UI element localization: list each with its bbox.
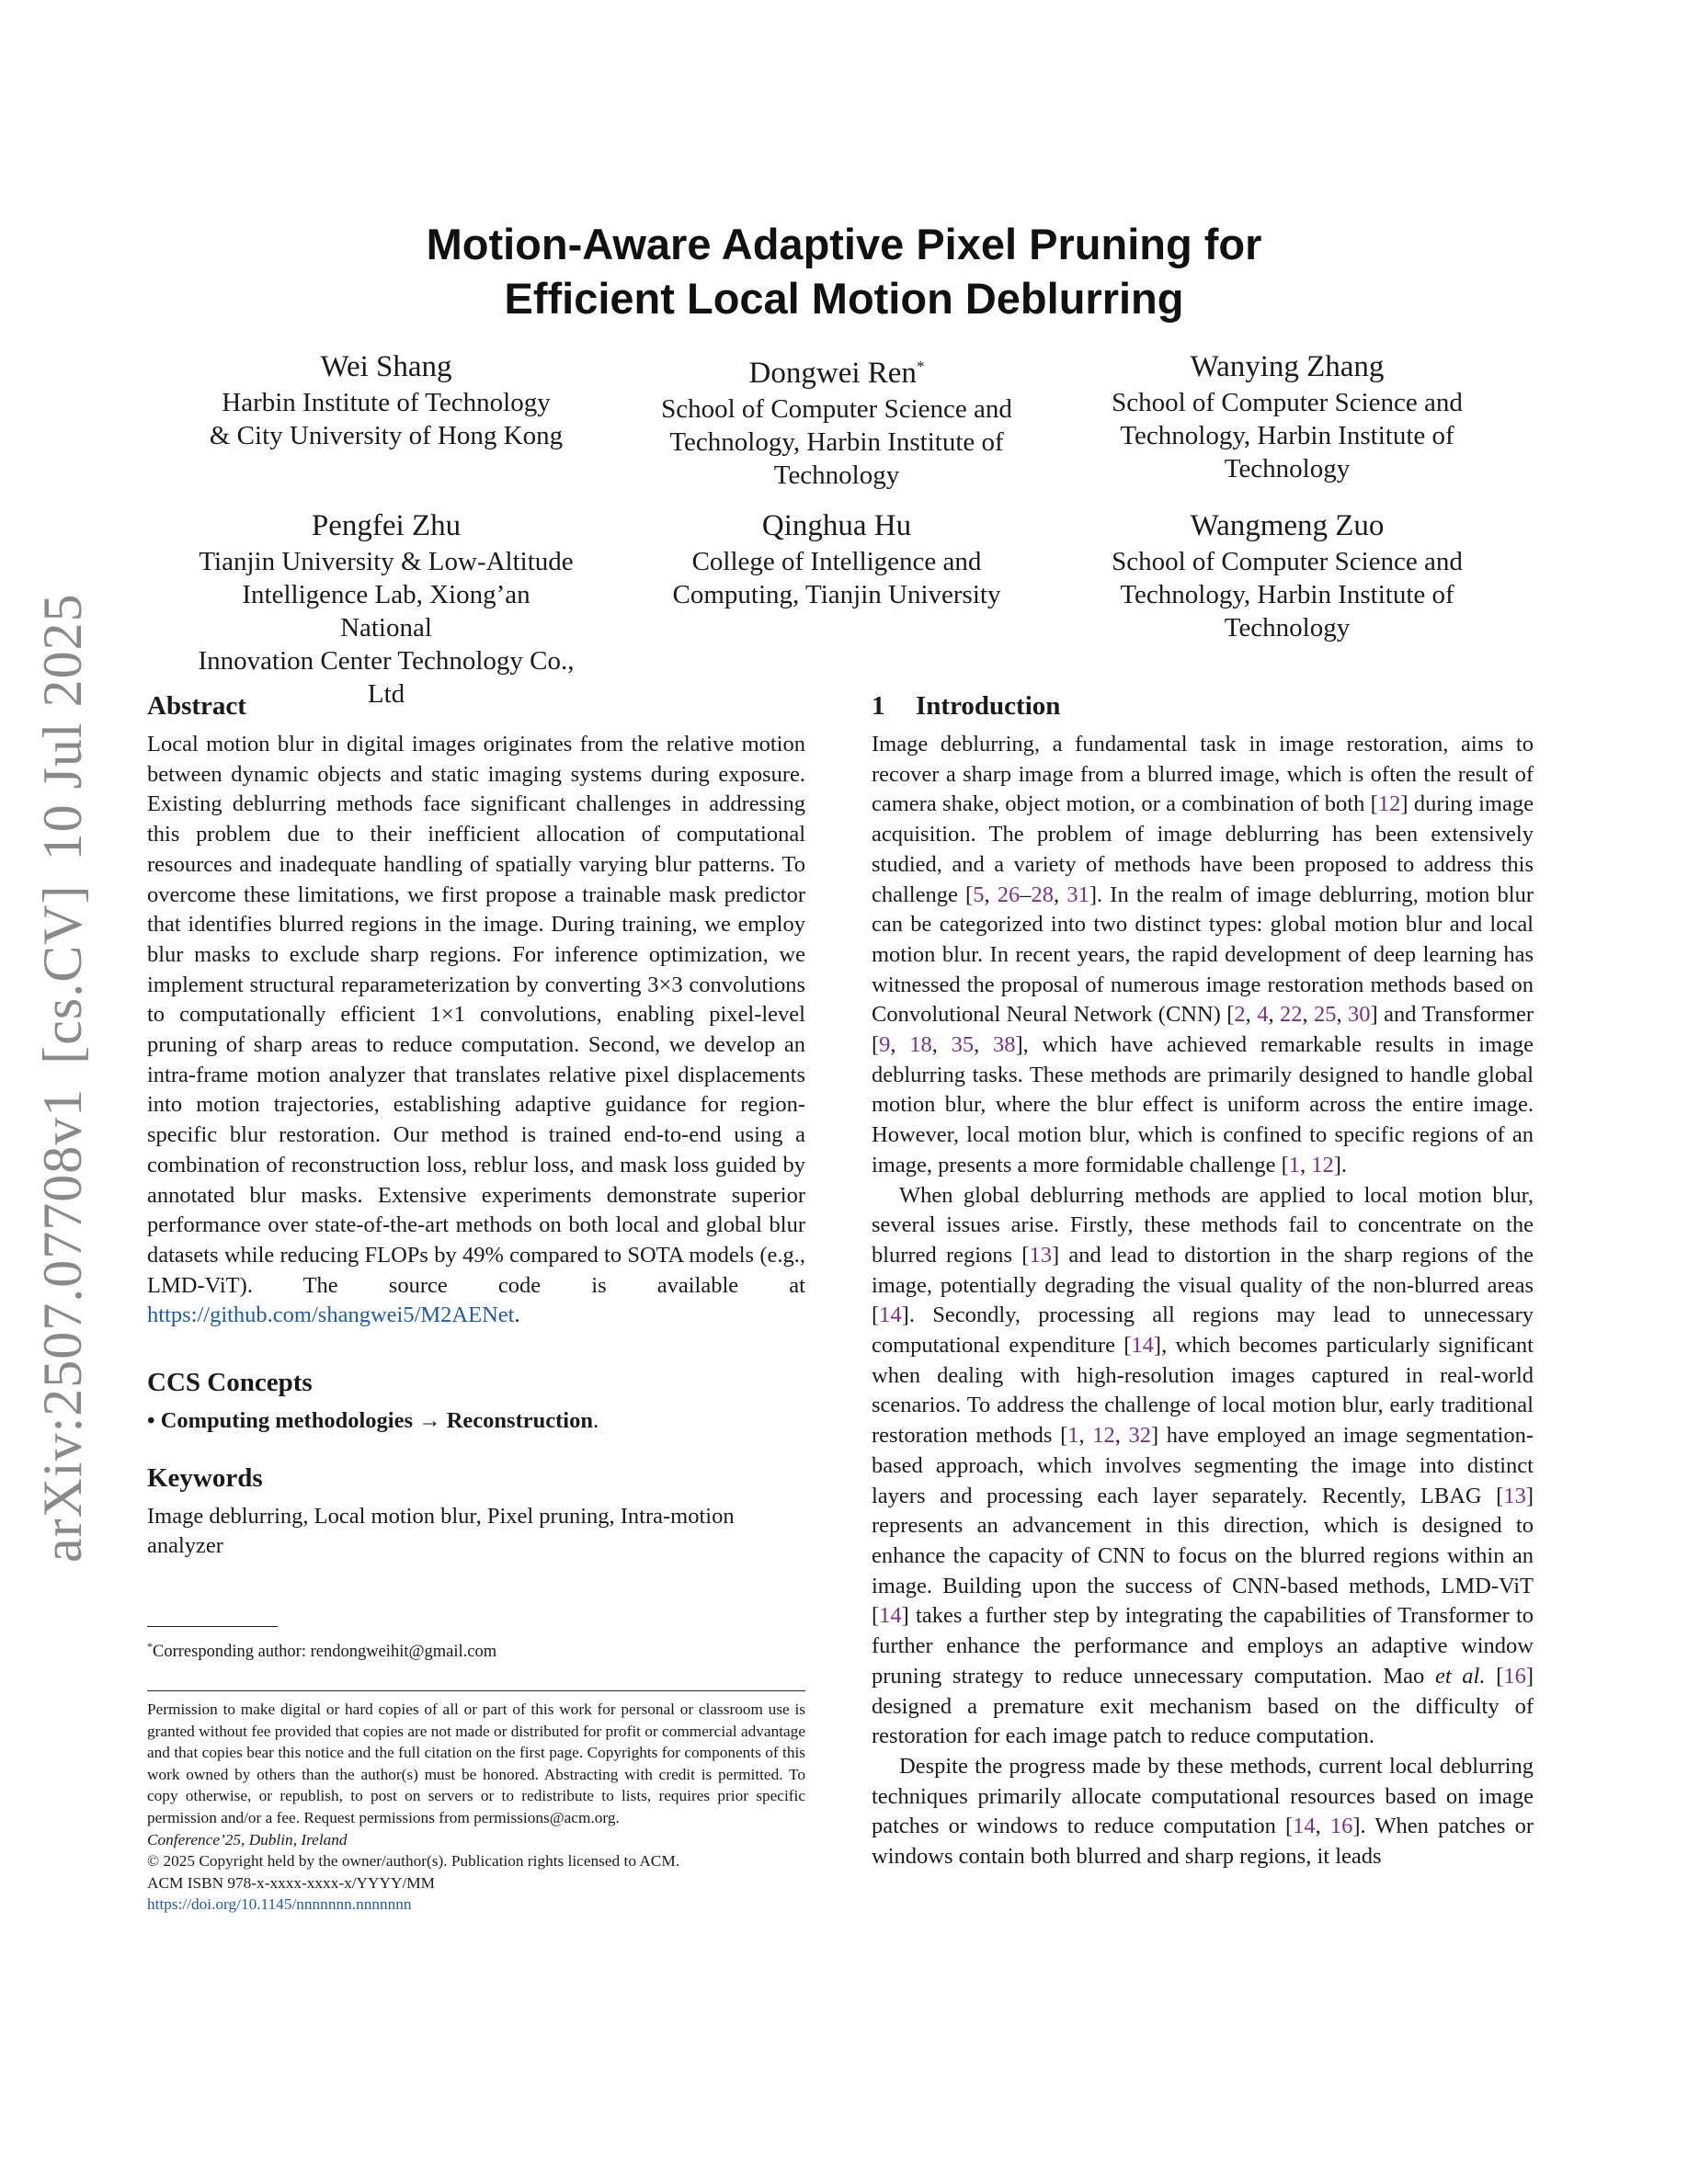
author-affiliation-line: Innovation Center Technology Co., [198, 646, 575, 676]
citation-link[interactable]: 1 [1067, 1423, 1079, 1449]
intro-heading [872, 689, 1534, 722]
footnote [147, 1635, 805, 1663]
intro-paragraph-1: Image deblurring, a fundamental task in image restoration, aims to recover a sharp image from a blurred image, which is often the result of camera shake, object motion, or a combination of both [12] during image acquisition. The problem of image deblurring has been extensively studied, and a variety of methods have been proposed to address this challenge [5, 26–28, 31]. In the realm of image deblurring, motion blur can be categorized into two distinct types: global motion blur and local motion blur. In recent years, the rapid development of deep learning has witnessed the proposal of numerous image restoration methods based on Convolutional Neural Network (CNN) [2, 4, 22, 25, 30] and Transformer [9, 18, 35, 38], which have achieved remarkable results in image deblurring tasks. These methods are primarily designed to handle global motion blur, where the blur effect is uniform across the entire image. However, local motion blur, which is confined to specific regions of an image, presents a more formidable challenge [1, 12]. [872, 732, 1534, 1177]
citation-link[interactable]: 4 [1257, 1002, 1269, 1028]
citation-link[interactable]: 32 [1128, 1423, 1152, 1449]
citation-link[interactable]: 18 [909, 1032, 932, 1058]
title-line-1: Motion-Aware Adaptive Pixel Pruning for [426, 220, 1262, 268]
citation-link[interactable]: 22 [1279, 1002, 1303, 1028]
abstract-text: Local motion blur in digital images originates from the relative motion between dynamic objects and static imaging systems during exposure. Existing deblurring methods face significant challenges in addressing this problem due to their inefficient allocation of computational resources and inadequate handling of spatially varying blur patterns. To overcome these limitations, we first propose a trainable mask predictor that identifies blurred regions in the image. During training, we employ blur masks to exclude sharp regions. For inference optimization, we implement structural reparameterization by converting 3×3 convolutions to computationally efficient 1×1 convolutions, enabling pixel-level pruning of sharp areas to reduce computation. Second, we develop an intra-frame motion analyzer that translates relative pixel displacements into motion trajectories, establishing adaptive guidance for region-specific blur restoration. Our method is trained end-to-end using a combination of reconstruction loss, reblur loss, and mask loss guided by annotated blur masks. Extensive experiments demonstrate superior performance over state-of-the-art methods on both local and global blur datasets while reducing FLOPs by 49% compared to SOTA models (e.g., LMD-ViT). The source code is available at [147, 732, 805, 1298]
author-name: Pengfei Zhu [311, 509, 462, 542]
author-affiliation-line: Tianjin University & Low-Altitude [199, 547, 574, 576]
citation-link[interactable]: 14 [1293, 1814, 1316, 1839]
footnote-rule [147, 1626, 278, 1627]
doi-link[interactable]: https://doi.org/10.1145/nnnnnnn.nnnnnnn [147, 1895, 412, 1914]
section-title: Introduction [916, 691, 1061, 721]
author-name: Qinghua Hu [761, 509, 912, 542]
footnote-mark: * [147, 1640, 153, 1653]
citation-link[interactable]: 13 [1029, 1242, 1052, 1268]
conference-line: Conference’25, Dublin, Ireland [147, 1830, 348, 1848]
paper-title [0, 217, 1688, 325]
keywords-text: Image deblurring, Local motion blur, Pixel pruning, Intra-motion analyzer [147, 1503, 735, 1559]
citation-link[interactable]: 25 [1314, 1002, 1337, 1028]
intro-paragraph-3: Despite the progress made by these methods, current local deblurring techniques primarily allocate computational resources based on image patches or windows to reduce computation [14, 16]. When patches or windows contain both blurred and sharp regions, it leads [872, 1753, 1534, 1870]
author-6 [1094, 507, 1480, 644]
left-column [147, 689, 805, 1562]
citation-link[interactable]: 16 [1503, 1663, 1526, 1689]
keywords-heading: Keywords [147, 1462, 263, 1493]
citation-link[interactable]: 35 [951, 1032, 975, 1058]
arxiv-date: 10 Jul 2025 [32, 593, 93, 861]
citation-link[interactable]: 5 [973, 882, 985, 907]
author-5 [644, 507, 1030, 611]
intro-paragraph-2: When global deblurring methods are applied to local motion blur, several issues arise. Firstly, these methods fail to concentrate on the blurred regions [13] and lead to distortion in the sharp regions of the image, potentially degrading the visual quality of the non-blurred areas [14]. Secondly, processing all regions may lead to unnecessary computational expenditure [14], which becomes particularly significant when dealing with high-resolution images captured in real-world scenarios. To address the challenge of local motion blur, early traditional restoration methods [1, 12, 32] have employed an image segmentation-based approach, which involves segmenting the image into distinct layers and processing each layer separately. Recently, LBAG [13] represents an advancement in this direction, which is designed to enhance the capacity of CNN to focus on the blurred regions within an image. Building upon the success of CNN-based methods, LMD-ViT [14] takes a further step by integrating the capabilities of Transformer to further enhance the performance and employs an adaptive window pruning strategy to reduce unnecessary computation. Mao et al. [16] designed a premature exit mechanism based on the difficulty of restoration for each image patch to reduce computation. [872, 1182, 1534, 1749]
citation-link[interactable]: 12 [1377, 791, 1401, 817]
arxiv-category: [cs.CV] [32, 884, 93, 1064]
author-affiliation-line: Technology, Harbin Institute of [669, 427, 1004, 457]
permission-block [147, 1699, 805, 1916]
section-number: 1 [872, 691, 885, 721]
citation-link[interactable]: 14 [1131, 1333, 1154, 1359]
citation-link[interactable]: 12 [1092, 1423, 1115, 1449]
citation-link[interactable]: 9 [879, 1032, 891, 1058]
right-column [872, 689, 1534, 1872]
title-line-2: Efficient Local Motion Deblurring [504, 274, 1184, 323]
author-affiliation-line: Ltd [367, 679, 405, 709]
author-affiliation-line: Technology, Harbin Institute of [1120, 421, 1454, 450]
isbn-line: ACM ISBN 978-x-xxxx-xxxx-x/YYYY/MM [147, 1873, 435, 1892]
author-affiliation-line: Intelligence Lab, Xiong’an National [242, 580, 530, 643]
author-4 [193, 507, 579, 711]
ccs-text: • Computing methodologies → Reconstruction [147, 1408, 593, 1434]
footnote-text: Corresponding author: rendongweihit@gmail.com [153, 1643, 497, 1662]
abstract-body: Local motion blur in digital images originates from the relative motion between dynamic objects and static imaging systems during exposure. Existing deblurring methods face significant challenges in addressing this problem due to their inefficient allocation of computational resources and inadequate handling of spatially varying blur patterns. To overcome these limitations, we first propose a trainable mask predictor that identifies blurred regions in the image. During training, we employ blur masks to exclude sharp regions. For inference optimization, we implement structural reparameterization by converting 3×3 convolutions to computationally efficient 1×1 convolutions, enabling pixel-level pruning of sharp areas to reduce computation. Second, we develop an intra-frame motion analyzer that translates relative pixel displacements into motion trajectories, establishing adaptive guidance for region-specific blur restoration. Our method is trained end-to-end using a combination of reconstruction loss, reblur loss, and mask loss guided by annotated blur masks. Extensive experiments demonstrate superior performance over state-of-the-art methods on both local and global blur datasets while reducing FLOPs by 49% compared to SOTA models (e.g., LMD-ViT). The source code is available at https://github.com/shangwei5/M2AENet. [147, 732, 805, 1328]
permission-rule [147, 1690, 805, 1691]
author-affiliation-line: Technology [1224, 613, 1351, 643]
source-code-link[interactable]: https://github.com/shangwei5/M2AENet [147, 1302, 515, 1328]
author-affiliation-line: School of Computer Science and [1112, 388, 1463, 417]
italic-text: et al. [1434, 1663, 1486, 1689]
author-name: Wei Shang [320, 350, 452, 383]
ccs-concepts: • Computing methodologies → Reconstruction. [147, 1408, 599, 1434]
author-affiliation-line: & City University of Hong Kong [209, 421, 564, 450]
author-1 [193, 348, 579, 452]
arxiv-id: arXiv:2507.07708v1 [32, 1087, 93, 1563]
citation-link[interactable]: 12 [1311, 1152, 1334, 1177]
citation-link[interactable]: 14 [879, 1302, 902, 1328]
author-name: Dongwei Ren* [748, 357, 925, 390]
citation-link[interactable]: 16 [1329, 1814, 1353, 1839]
arxiv-sidebar-stamp [26, 593, 99, 1563]
citation-link[interactable]: 28 [1031, 882, 1055, 907]
author-affiliation-line: Harbin Institute of Technology [222, 388, 551, 417]
author-affiliation-line: School of Computer Science and [1112, 547, 1463, 576]
author-affiliation-line: Technology, Harbin Institute of [1120, 580, 1454, 609]
author-name: Wanying Zhang [1190, 350, 1385, 383]
author-affiliation-line: Technology [1224, 454, 1351, 483]
abstract-heading: Abstract [147, 691, 246, 721]
author-2 [644, 348, 1030, 492]
author-3 [1094, 348, 1480, 485]
citation-link[interactable]: 30 [1348, 1002, 1371, 1028]
author-affiliation-line: School of Computer Science and [661, 394, 1012, 424]
citation-link[interactable]: 38 [992, 1032, 1016, 1058]
citation-link[interactable]: 31 [1066, 882, 1089, 907]
author-affiliation-line: Computing, Tianjin University [672, 580, 1001, 609]
copyright-line: © 2025 Copyright held by the owner/author(s). Publication rights licensed to ACM. [147, 1852, 680, 1871]
citation-link[interactable]: 14 [879, 1603, 902, 1629]
citation-link[interactable]: 1 [1288, 1152, 1300, 1177]
corresponding-mark: * [916, 358, 925, 375]
author-affiliation-line: Technology [773, 461, 900, 490]
citation-link[interactable]: 13 [1503, 1483, 1526, 1508]
author-name: Wangmeng Zuo [1190, 509, 1385, 542]
permission-text: Permission to make digital or hard copies of all or part of this work for personal or classroom use is granted without fee provided that copies are not made or distributed for profit or commercial advantage and that copies bear this notice and the full citation on the first page. Copyrights for components of this work owned by others than the author(s) must be honored. Abstracting with credit is permitted. To copy otherwise, or republish, to post on servers or to redistribute to lists, requires prior specific permission and/or a fee. Request permissions from permissions@acm.org. [147, 1701, 805, 1826]
citation-link[interactable]: 26 [997, 882, 1021, 907]
ccs-heading: CCS Concepts [147, 1368, 313, 1398]
citation-link[interactable]: 2 [1234, 1002, 1246, 1028]
author-affiliation-line: College of Intelligence and [691, 547, 982, 576]
